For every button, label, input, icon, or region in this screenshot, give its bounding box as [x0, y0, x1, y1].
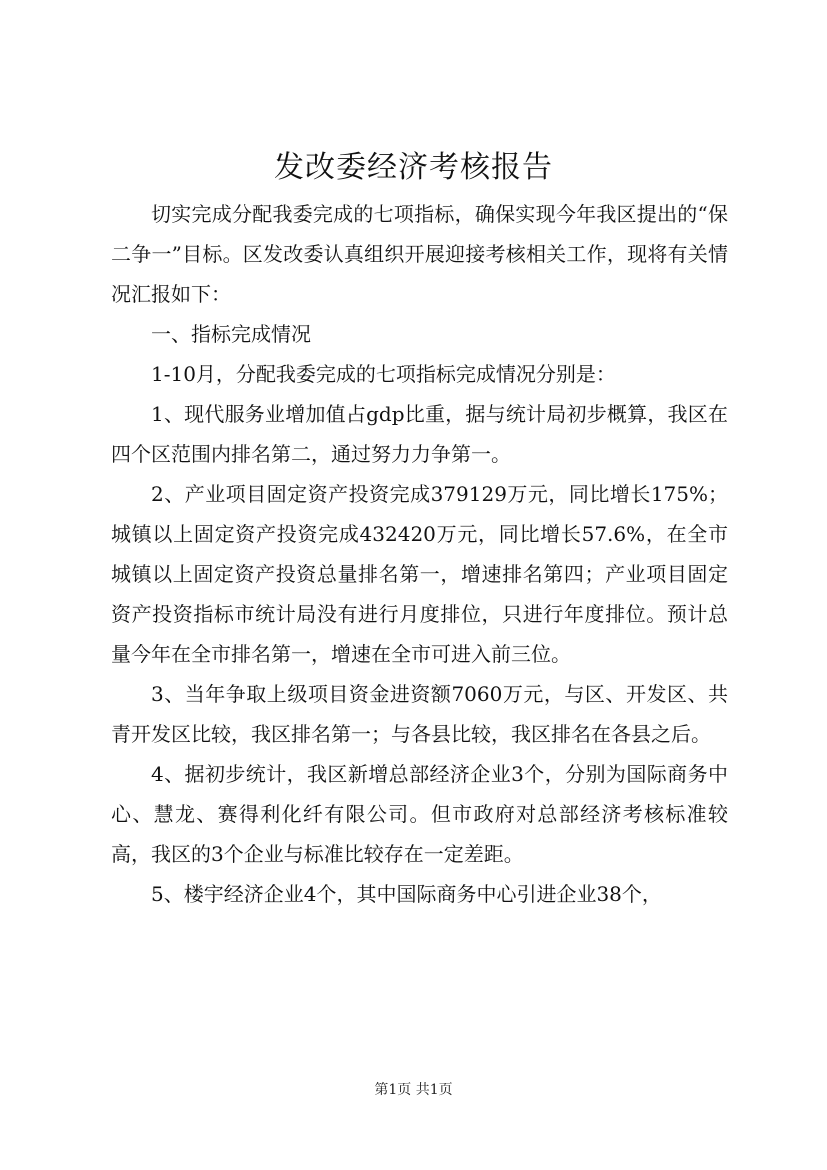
paragraph-summary: 1-10月，分配我委完成的七项指标完成情况分别是：	[151, 362, 616, 386]
document-title: 发改委经济考核报告	[274, 150, 553, 185]
paragraph-item-1: 1、现代服务业增加值占gdp比重，据与统计局初步概算，我区在四个区范围内排名第二，通过努力力争第一。	[111, 402, 728, 466]
paragraph-item-3: 3、当年争取上级项目资金进资额7060万元，与区、开发区、共青开发区比较，我区排名第一；与各县比较，我区排名在各县之后。	[111, 682, 728, 746]
section-heading: 一、指标完成情况	[151, 322, 311, 346]
document-body	[111, 194, 728, 914]
paragraph-item-4: 4、据初步统计，我区新增总部经济企业3个，分别为国际商务中心、慧龙、赛得利化纤有限公司。但市政府对总部经济考核标准较高，我区的3个企业与标准比较存在一定差距。	[111, 762, 728, 866]
page-number: 第1页 共1页	[374, 1082, 453, 1098]
paragraph-item-2: 2、产业项目固定资产投资完成379129万元，同比增长175%；城镇以上固定资产投资完成432420万元，同比增长57.6%，在全市城镇以上固定资产投资总量排名第一，增速排名第四；产业项目固定资产投资指标市统计局没有进行月度排位，只进行年度排位。预计总量今年在全市排名第一，增速在全市可进入前三位。	[111, 482, 728, 666]
paragraph-item-5: 5、楼宇经济企业4个，其中国际商务中心引进企业38个，	[151, 882, 662, 906]
paragraph-intro: 切实完成分配我委完成的七项指标，确保实现今年我区提出的“保二争一”目标。区发改委认真组织开展迎接考核相关工作，现将有关情况汇报如下：	[111, 202, 728, 306]
